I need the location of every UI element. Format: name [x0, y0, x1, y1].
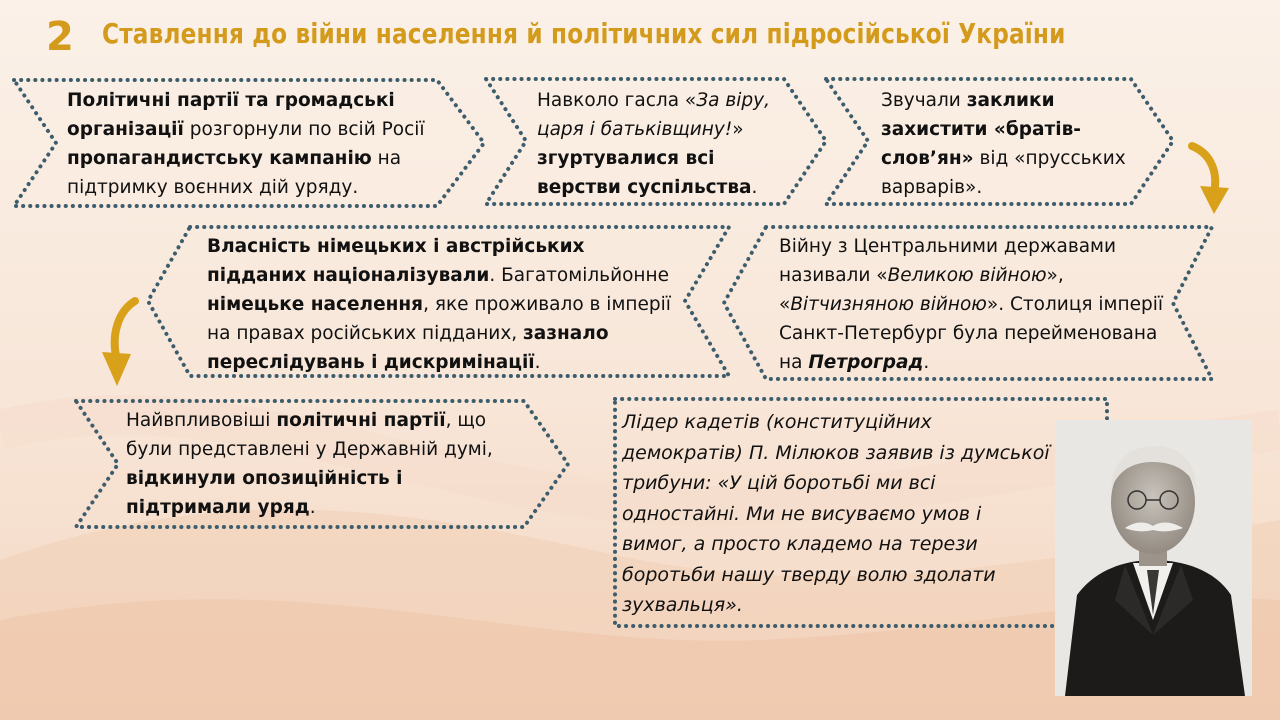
box-5-italic-1: Великою війною — [887, 265, 1047, 286]
page-title: Ставлення до війни населення й політичних сил підросійської України — [102, 17, 1066, 50]
box-3-text-1: Звучали — [881, 90, 967, 111]
box-6-text-1: Найвпливовіші — [126, 410, 277, 431]
box-3-text-2: від «прусських варварів». — [881, 148, 1126, 198]
box-2-text-1: Навколо гасла « — [537, 90, 697, 111]
box-1-text-1: розгорнули по всій Росії — [183, 119, 425, 140]
portrait-photo — [1055, 420, 1252, 696]
box-2-text-2: » — [732, 119, 744, 140]
box-2-italic-1: За віру, царя і батьківщину! — [537, 90, 770, 140]
box-3-text — [881, 86, 1131, 202]
section-number: 2 — [46, 14, 74, 60]
box-1-text-2: на підтримку воєнних дій уряду. — [67, 148, 402, 198]
box-5-text-2: », « — [779, 265, 1064, 315]
box-3-bold-1: заклики захистити «братів-слов’ян» — [881, 90, 1081, 169]
box-5-text-3: ». Столиця імперії Санкт-Петербург була перейменована на — [779, 294, 1164, 373]
box-5-text-4: . — [923, 352, 930, 373]
box-4-bold-1: Власність німецьких і австрійських підданих націоналізували — [207, 236, 585, 286]
box-4-text-1: . Багатомільйонне — [489, 265, 669, 286]
box-5-bold-italic-1: Петроград — [808, 352, 924, 373]
box-5-text — [779, 232, 1169, 377]
box-6-bold-2: відкинули опозиційність і підтримали уряд — [126, 468, 403, 518]
box-2-text-3: . — [751, 177, 758, 198]
box-6-bold-1: політичні партії — [276, 410, 446, 431]
box-2-bold-1: згуртувалися всі верстви суспільства — [537, 148, 752, 198]
portrait-illustration — [1055, 420, 1252, 696]
box-1-bold-1: Політичні партії та громадські організації — [67, 90, 395, 140]
box-6-text-3: . — [309, 497, 316, 518]
box-6-text-2: , що були представлені у Державній думі, — [126, 410, 493, 460]
box-1-bold-2: пропагандистську кампанію — [67, 148, 372, 169]
box-4-text-2: , яке проживало в імперії на правах російських підданих, — [207, 294, 671, 344]
box-1-text — [67, 86, 437, 202]
box-4-text — [207, 232, 682, 377]
box-5-text-1: Війну з Центральними державами називали « — [779, 236, 1117, 286]
milyukov-quote: Лідер кадетів (конституційних демократів) П. Мілюков заявив із думської трибуни: «У цій боротьбі ми всі одностайні. Ми не висуваємо умов і вимог, а просто кладемо на терези боротьби нашу тверду волю здолати зухвальця». — [622, 411, 1050, 616]
box-2-text — [537, 86, 782, 202]
box-6-text — [126, 406, 526, 522]
box-5-italic-2: Вітчизняною війною — [790, 294, 987, 315]
box-4-bold-3: зазнало переслідувань і дискримінації — [207, 323, 609, 373]
box-4-text-3: . — [534, 352, 541, 373]
box-4-bold-2: німецьке населення — [207, 294, 424, 315]
